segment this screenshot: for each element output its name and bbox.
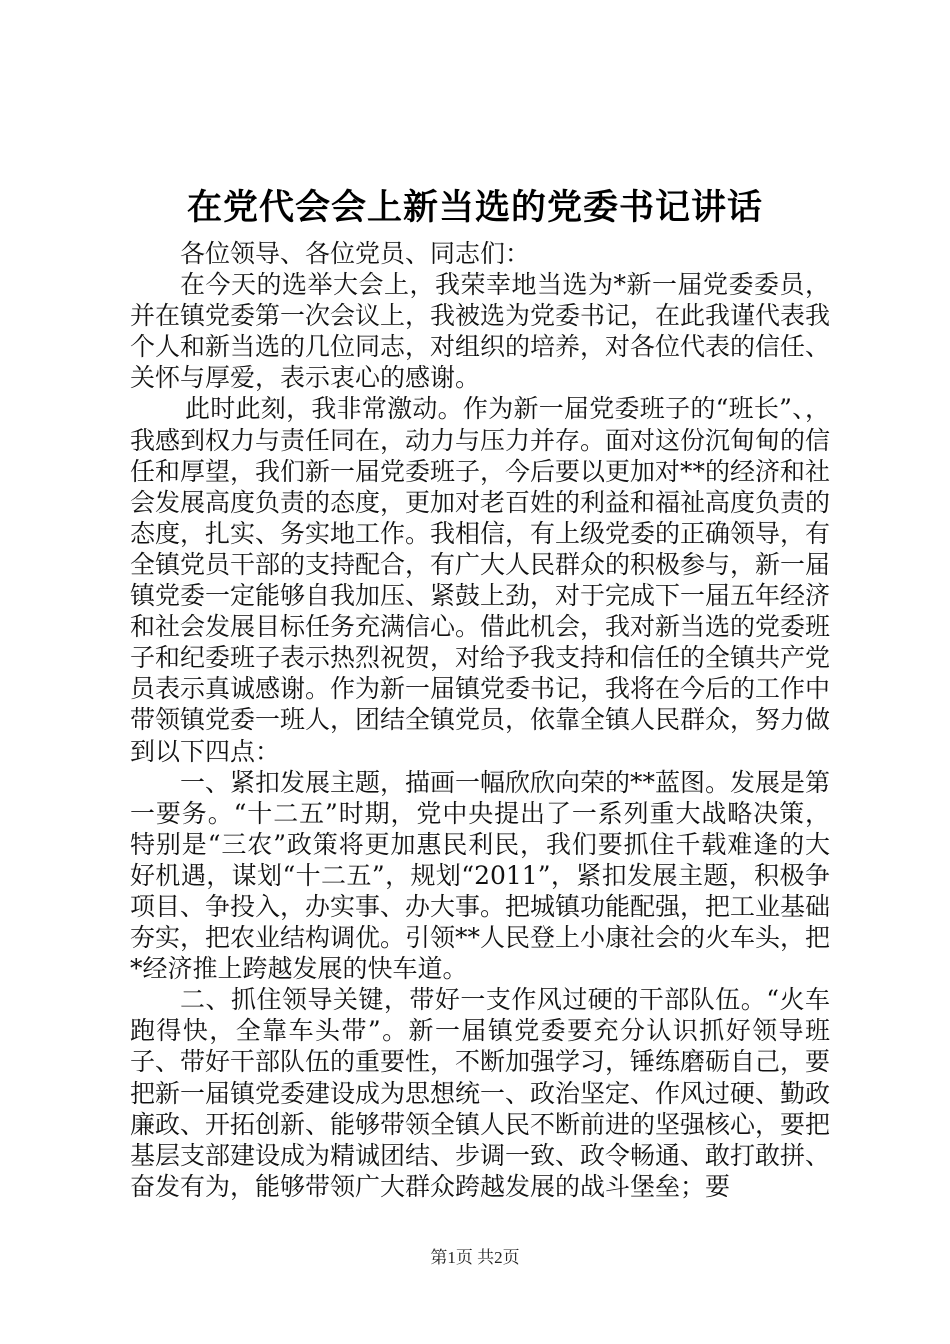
greeting-paragraph: 各位领导、各位党员、同志们： <box>180 239 531 268</box>
body-paragraph: 此时此刻，我非常激动。作为新一届党委班子的“班长”、，我感到权力与责任同在，动力与压力并存。面对这份沉甸甸的信任和厚望，我们新一届党委班子，今后要以更加对**的经济和社会发展高度负责的态度，更加对老百姓的利益和福祉高度负责的态度，扎实、务实地工作。我相信，有上级党委的正确领导，有全镇党员干部的支持配合，有广大人民群众的积极参与，新一届镇党委一定能够自我加压、紧鼓上劲，对于完成下一届五年经济和社会发展目标任务充满信心。借此机会，我对新当选的党委班子和纪委班子表示热烈祝贺，对给予我支持和信任的全镇共产党员表示真诚感谢。作为新一届镇党委书记，我将在今后的工作中带领镇党委一班人，团结全镇党员，依靠全镇人民群众，努力做到以下四点： <box>130 394 831 766</box>
body-paragraph: 在今天的选举大会上，我荣幸地当选为*新一届党委委员，并在镇党委第一次会议上，我被选为党委书记，在此我谨代表我个人和新当选的几位同志，对组织的培养，对各位代表的信任、关怀与厚爱，表示衷心的感谢。 <box>130 270 831 393</box>
body-paragraph: 一、紧扣发展主题，描画一幅欣欣向荣的**蓝图。发展是第一要务。“十二五”时期，党中央提出了一系列重大战略决策，特别是“三农”政策将更加惠民利民，我们要抓住千载难逢的大好机遇，谋划“十二五”，规划“2011”，紧扣发展主题，积极争项目、争投入，办实事、办大事。把城镇功能配强，把工业基础夯实，把农业结构调优。引领**人民登上小康社会的火车头，把*经济推上跨越发展的快车道。 <box>130 767 831 984</box>
document-title: 在党代会会上新当选的党委书记讲话 <box>186 187 763 228</box>
body-paragraph: 二、抓住领导关键，带好一支作风过硬的干部队伍。“火车跑得快，全靠车头带”。新一届镇党委要充分认识抓好领导班子、带好干部队伍的重要性，不断加强学习，锤练磨砺自己，要把新一届镇党委建设成为思想统一、政治坚定、作风过硬、勤政廉政、开拓创新、能够带领全镇人民不断前进的坚强核心，要把基层支部建设成为精诚团结、步调一致、政令畅通、敢打敢拼、奋发有为，能够带领广大群众跨越发展的战斗堡垒；要 <box>130 985 831 1201</box>
document-body <box>130 238 830 1202</box>
page-number: 第1页 共2页 <box>430 1248 520 1267</box>
